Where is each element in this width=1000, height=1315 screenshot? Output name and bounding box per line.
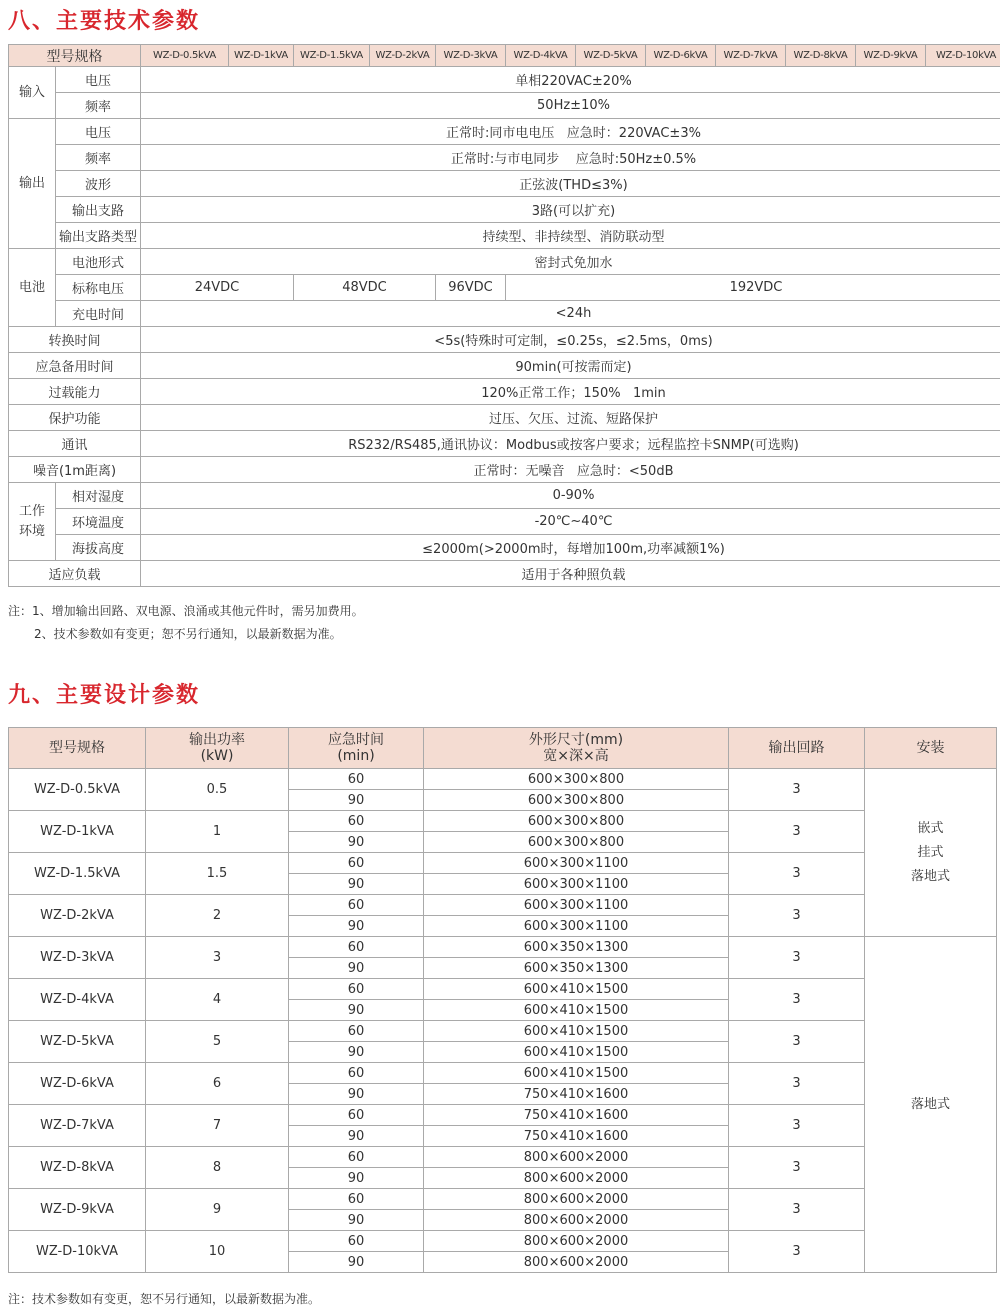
model-header: WZ-D-2kVA (370, 45, 436, 67)
design-row (9, 1189, 997, 1210)
model-header: WZ-D-9kVA (856, 45, 926, 67)
param-value: 密封式免加水 (141, 249, 1000, 275)
install-option: 嵌式 (917, 820, 944, 836)
param-label: 充电时间 (56, 301, 141, 327)
time-cell: 90 (289, 1000, 424, 1021)
design-row (9, 1105, 997, 1126)
size-cell: 600×300×1100 (424, 853, 729, 874)
power-cell: 0.5 (146, 769, 289, 811)
time-cell: 60 (289, 979, 424, 1000)
power-cell: 5 (146, 1021, 289, 1063)
power-cell: 2 (146, 895, 289, 937)
power-cell: 7 (146, 1105, 289, 1147)
design-row (9, 853, 997, 874)
noise-row (9, 457, 1000, 483)
design-param-table (8, 727, 997, 1273)
param-value: <24h (141, 301, 1000, 327)
model-header: WZ-D-6kVA (646, 45, 716, 67)
circuits-cell: 3 (729, 895, 865, 937)
design-row (9, 1063, 997, 1084)
time-cell: 90 (289, 1252, 424, 1273)
spec-header-row (9, 45, 1000, 67)
param-label: 电压 (56, 67, 141, 93)
output-branch-type-row (9, 223, 1000, 249)
comm-row (9, 431, 1000, 457)
size-cell: 750×410×1600 (424, 1126, 729, 1147)
model-header: WZ-D-5kVA (576, 45, 646, 67)
design-table-body (9, 769, 997, 1273)
time-cell: 60 (289, 769, 424, 790)
install-cell-small (865, 769, 997, 937)
time-cell: 90 (289, 874, 424, 895)
param-value: 120%正常工作；150% 1min (141, 379, 1000, 405)
output-group-label: 输出 (9, 119, 56, 249)
size-cell: 800×600×2000 (424, 1231, 729, 1252)
model-spec-header: 型号规格 (9, 45, 141, 67)
model-cell: WZ-D-10kVA (9, 1231, 146, 1273)
section9-title: 九、主要设计参数 (8, 683, 201, 708)
param-value: 正常时：无噪音 应急时：<50dB (141, 457, 1000, 483)
time-cell: 90 (289, 916, 424, 937)
param-value: 过压、欠压、过流、短路保护 (141, 405, 1000, 431)
param-value: RS232/RS485,通讯协议：Modbus或按客户要求；远程监控卡SNMP(可选购) (141, 431, 1000, 457)
model-header: WZ-D-4kVA (506, 45, 576, 67)
param-label: 过载能力 (9, 379, 141, 405)
section8-note2: 2、技术参数如有变更；恕不另行通知，以最新数据为准。 (34, 627, 342, 641)
size-header-line1: 外形尺寸(mm) (528, 732, 624, 748)
design-row (9, 1021, 997, 1042)
design-row (9, 1147, 997, 1168)
param-label: 通讯 (9, 431, 141, 457)
param-label: 应急备用时间 (9, 353, 141, 379)
time-cell: 90 (289, 790, 424, 811)
env-group-label (9, 483, 56, 561)
param-label: 输出支路 (56, 197, 141, 223)
time-cell: 90 (289, 1126, 424, 1147)
protect-row (9, 405, 1000, 431)
model-cell: WZ-D-4kVA (9, 979, 146, 1021)
design-row (9, 811, 997, 832)
model-cell: WZ-D-3kVA (9, 937, 146, 979)
param-value: 正常时:与市电同步 应急时:50Hz±0.5% (141, 145, 1000, 171)
param-value: -20℃~40℃ (141, 509, 1000, 535)
size-cell: 800×600×2000 (424, 1210, 729, 1231)
model-header: WZ-D-7kVA (716, 45, 786, 67)
design-row (9, 937, 997, 958)
model-cell: WZ-D-8kVA (9, 1147, 146, 1189)
power-cell: 10 (146, 1231, 289, 1273)
output-branch-row (9, 197, 1000, 223)
time-cell: 60 (289, 1189, 424, 1210)
size-header (424, 728, 729, 769)
env-temp-row (9, 509, 1000, 535)
size-cell: 600×350×1300 (424, 937, 729, 958)
model-cell: WZ-D-5kVA (9, 1021, 146, 1063)
output-freq-row (9, 145, 1000, 171)
circuits-cell: 3 (729, 853, 865, 895)
time-cell: 90 (289, 832, 424, 853)
time-cell: 60 (289, 1021, 424, 1042)
model-cell: WZ-D-0.5kVA (9, 769, 146, 811)
size-cell: 600×410×1500 (424, 1021, 729, 1042)
param-value: 192VDC (506, 275, 1000, 301)
size-cell: 600×350×1300 (424, 958, 729, 979)
circuits-cell: 3 (729, 1147, 865, 1189)
param-label: 保护功能 (9, 405, 141, 431)
param-label: 环境温度 (56, 509, 141, 535)
install-option: 挂式 (917, 844, 944, 860)
time-cell: 60 (289, 937, 424, 958)
model-cell: WZ-D-9kVA (9, 1189, 146, 1231)
size-cell: 750×410×1600 (424, 1084, 729, 1105)
model-header: 型号规格 (9, 728, 146, 769)
param-label: 适应负载 (9, 561, 141, 587)
size-cell: 750×410×1600 (424, 1105, 729, 1126)
param-label: 电压 (56, 119, 141, 145)
param-value: 90min(可按需而定) (141, 353, 1000, 379)
overload-row (9, 379, 1000, 405)
time-header (289, 728, 424, 769)
env-altitude-row (9, 535, 1000, 561)
design-row (9, 769, 997, 790)
size-cell: 600×410×1500 (424, 1042, 729, 1063)
param-label: 频率 (56, 93, 141, 119)
size-cell: 600×300×800 (424, 769, 729, 790)
circuits-cell: 3 (729, 1105, 865, 1147)
power-cell: 6 (146, 1063, 289, 1105)
size-cell: 600×300×800 (424, 832, 729, 853)
time-cell: 60 (289, 1147, 424, 1168)
model-header: WZ-D-10kVA (926, 45, 1000, 67)
param-label: 波形 (56, 171, 141, 197)
param-value: 0-90% (141, 483, 1000, 509)
battery-type-row (9, 249, 1000, 275)
time-cell: 60 (289, 1105, 424, 1126)
model-cell: WZ-D-7kVA (9, 1105, 146, 1147)
circuits-cell: 3 (729, 1231, 865, 1273)
size-cell: 600×300×800 (424, 811, 729, 832)
model-cell: WZ-D-1kVA (9, 811, 146, 853)
param-value: <5s(特殊时可定制，≤0.25s，≤2.5ms，0ms) (141, 327, 1000, 353)
output-wave-row (9, 171, 1000, 197)
param-label: 电池形式 (56, 249, 141, 275)
env-group-line2: 环境 (18, 523, 45, 539)
power-cell: 4 (146, 979, 289, 1021)
time-cell: 60 (289, 811, 424, 832)
param-label: 噪音(1m距离) (9, 457, 141, 483)
param-label: 输出支路类型 (56, 223, 141, 249)
model-header: WZ-D-3kVA (436, 45, 506, 67)
time-cell: 90 (289, 1084, 424, 1105)
section9-note: 注：技术参数如有变更，恕不另行通知，以最新数据为准。 (8, 1292, 321, 1306)
install-cell-large: 落地式 (865, 937, 997, 1273)
param-value: 3路(可以扩充) (141, 197, 1000, 223)
time-cell: 60 (289, 1063, 424, 1084)
circuits-cell: 3 (729, 1189, 865, 1231)
battery-group-label: 电池 (9, 249, 56, 327)
design-row (9, 895, 997, 916)
backup-time-row (9, 353, 1000, 379)
size-cell: 600×300×1100 (424, 895, 729, 916)
input-group-label: 输入 (9, 67, 56, 119)
install-header: 安装 (865, 728, 997, 769)
env-humidity-row (9, 483, 1000, 509)
time-header-line1: 应急时间 (328, 732, 384, 748)
time-cell: 90 (289, 1168, 424, 1189)
battery-charge-row (9, 301, 1000, 327)
time-cell: 90 (289, 958, 424, 979)
time-header-line2: (min) (337, 748, 375, 764)
power-header (146, 728, 289, 769)
model-header: WZ-D-1.5kVA (294, 45, 370, 67)
power-cell: 3 (146, 937, 289, 979)
size-cell: 600×300×800 (424, 790, 729, 811)
circuits-header: 输出回路 (729, 728, 865, 769)
model-header: WZ-D-0.5kVA (141, 45, 229, 67)
install-option: 落地式 (910, 868, 950, 884)
power-header-line1: 输出功率 (189, 732, 245, 748)
model-header: WZ-D-1kVA (229, 45, 294, 67)
power-cell: 9 (146, 1189, 289, 1231)
param-value: 50Hz±10% (141, 93, 1000, 119)
size-cell: 800×600×2000 (424, 1189, 729, 1210)
battery-nominal-row (9, 275, 1000, 301)
circuits-cell: 3 (729, 811, 865, 853)
circuits-cell: 3 (729, 1021, 865, 1063)
param-value: 正弦波(THD≤3%) (141, 171, 1000, 197)
size-cell: 600×410×1500 (424, 1063, 729, 1084)
size-cell: 800×600×2000 (424, 1147, 729, 1168)
size-cell: 600×300×1100 (424, 916, 729, 937)
time-cell: 60 (289, 1231, 424, 1252)
design-header-row (9, 728, 997, 769)
env-group-line1: 工作 (18, 503, 45, 519)
circuits-cell: 3 (729, 769, 865, 811)
model-header: WZ-D-8kVA (786, 45, 856, 67)
size-cell: 600×410×1500 (424, 1000, 729, 1021)
output-voltage-row (9, 119, 1000, 145)
power-header-line2: (kW) (200, 748, 234, 764)
power-cell: 1.5 (146, 853, 289, 895)
param-value: 48VDC (294, 275, 436, 301)
input-voltage-row (9, 67, 1000, 93)
param-value: 适用于各种照负载 (141, 561, 1000, 587)
model-cell: WZ-D-6kVA (9, 1063, 146, 1105)
design-row (9, 979, 997, 1000)
section8-note1: 注：1、增加输出回路、双电源、浪涌或其他元件时，需另加费用。 (8, 604, 364, 618)
size-header-line2: 宽×深×高 (543, 748, 609, 764)
param-label: 海拔高度 (56, 535, 141, 561)
param-label: 频率 (56, 145, 141, 171)
time-cell: 90 (289, 1042, 424, 1063)
param-value: ≤2000m(>2000m时，每增加100m,功率减额1%) (141, 535, 1000, 561)
param-label: 标称电压 (56, 275, 141, 301)
param-value: 24VDC (141, 275, 294, 301)
param-value: 持续型、非持续型、消防联动型 (141, 223, 1000, 249)
param-value: 96VDC (436, 275, 506, 301)
model-cell: WZ-D-2kVA (9, 895, 146, 937)
param-label: 转换时间 (9, 327, 141, 353)
power-cell: 8 (146, 1147, 289, 1189)
model-cell: WZ-D-1.5kVA (9, 853, 146, 895)
circuits-cell: 3 (729, 937, 865, 979)
size-cell: 600×410×1500 (424, 979, 729, 1000)
time-cell: 60 (289, 895, 424, 916)
size-cell: 600×300×1100 (424, 874, 729, 895)
param-label: 相对湿度 (56, 483, 141, 509)
switch-time-row (9, 327, 1000, 353)
size-cell: 800×600×2000 (424, 1168, 729, 1189)
power-cell: 1 (146, 811, 289, 853)
tech-spec-table (8, 44, 1000, 587)
param-value: 单相220VAC±20% (141, 67, 1000, 93)
time-cell: 60 (289, 853, 424, 874)
load-row (9, 561, 1000, 587)
size-cell: 800×600×2000 (424, 1252, 729, 1273)
section8-title: 八、主要技术参数 (8, 9, 201, 34)
param-value: 正常时:同市电电压 应急时：220VAC±3% (141, 119, 1000, 145)
circuits-cell: 3 (729, 1063, 865, 1105)
circuits-cell: 3 (729, 979, 865, 1021)
input-freq-row (9, 93, 1000, 119)
design-row (9, 1231, 997, 1252)
time-cell: 90 (289, 1210, 424, 1231)
